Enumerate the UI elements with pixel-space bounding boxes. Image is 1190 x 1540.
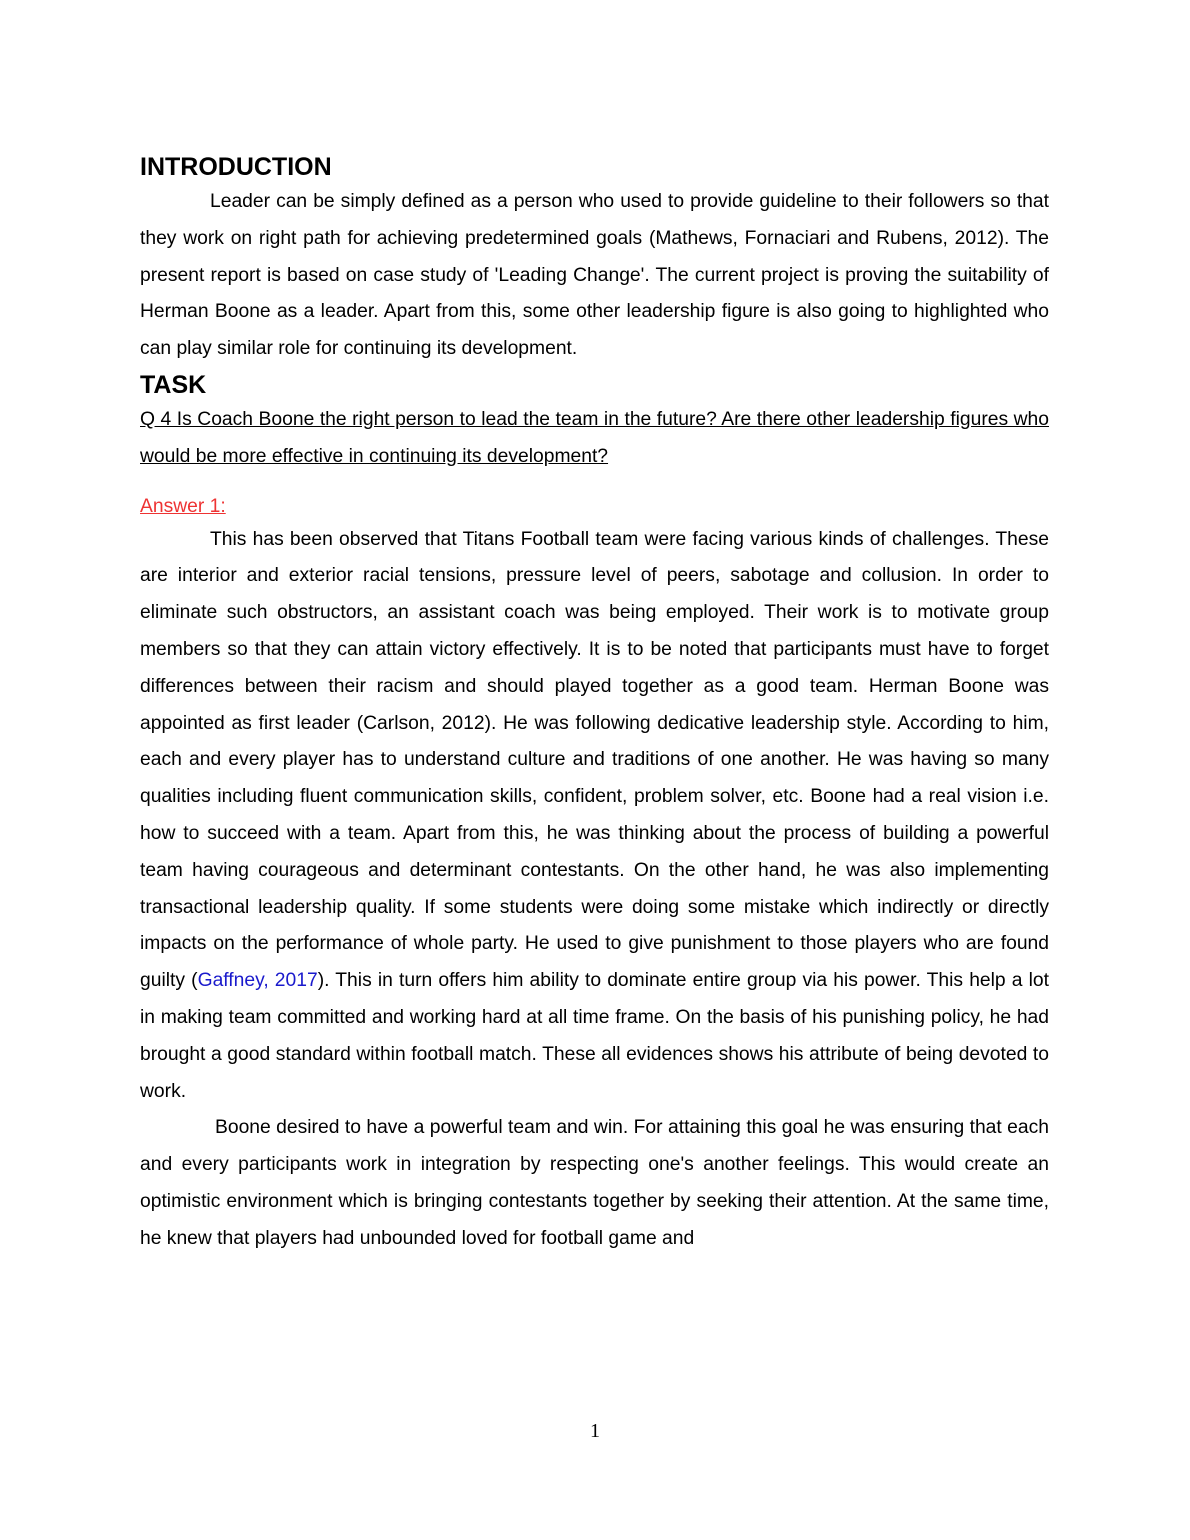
introduction-paragraph: Leader can be simply defined as a person who used to provide guideline to their followers so that they work on right path for achieving predetermined goals (Mathews, Fornaciari and Rubens, 2012). The present report is based on case study of 'Leading Change'. The current project is proving the suitability of Herman Boone as a leader. Apart from this, some other leadership figure is also going to highlighted who can play similar role for continuing its development.: [140, 191, 1049, 360]
introduction-heading: INTRODUCTION: [140, 153, 332, 181]
answer-paragraph-2: Boone desired to have a powerful team and win. For attaining this goal he was ensuring that each and every participants work in integration by respecting one's another feelings. This would create an optimistic environment which is bringing contestants together by seeking their attention. At the same time, he knew that players had unbounded loved for football game and: [140, 1117, 1049, 1249]
document-page: [140, 150, 1049, 1258]
task-heading: TASK: [140, 370, 207, 399]
task-question: Q 4 Is Coach Boone the right person to lead the team in the future? Are there other leadership figures who would be more effective in continuing its development?: [140, 408, 1049, 467]
citation-link[interactable]: Gaffney, 2017: [197, 970, 318, 992]
answer-paragraph-1-text-b: ). This in turn offers him ability to dominate entire group via his power. This help a lot in making team committed and working hard at all time frame. On the basis of his punishing policy, he had brought a good standard within football match. These all evidences shows his attribute of being devoted to work.: [140, 970, 1050, 1102]
answer-label: Answer 1:: [140, 495, 226, 517]
answer-paragraph-1-text-a: This has been observed that Titans Football team were facing various kinds of challenges. These are interior and exterior racial tensions, pressure level of peers, sabotage and collusion. In order to eliminate such obstructors, an assistant coach was being employed. Their work is to motivate group members so that they can attain victory effectively. It is to be noted that participants must have to forget differences between their racism and should played together as a good team. Herman Boone was appointed as first leader (Carlson, 2012). He was following dedicative leadership style. According to him, each and every player has to understand culture and traditions of one another. He was having so many qualities including fluent communication skills, confident, problem solver, etc. Boone had a real vision i.e. how to succeed with a team. Apart from this, he was thinking about the process of building a powerful team having courageous and determinant contestants. On the other hand, he was also implementing transactional leadership quality. If some students were doing some mistake which indirectly or directly impacts on the performance of whole party. He used to give punishment to those players who are found guilty (: [140, 528, 1049, 992]
answer-paragraph-1: [140, 522, 1049, 1111]
page-number: 1: [590, 1420, 600, 1442]
